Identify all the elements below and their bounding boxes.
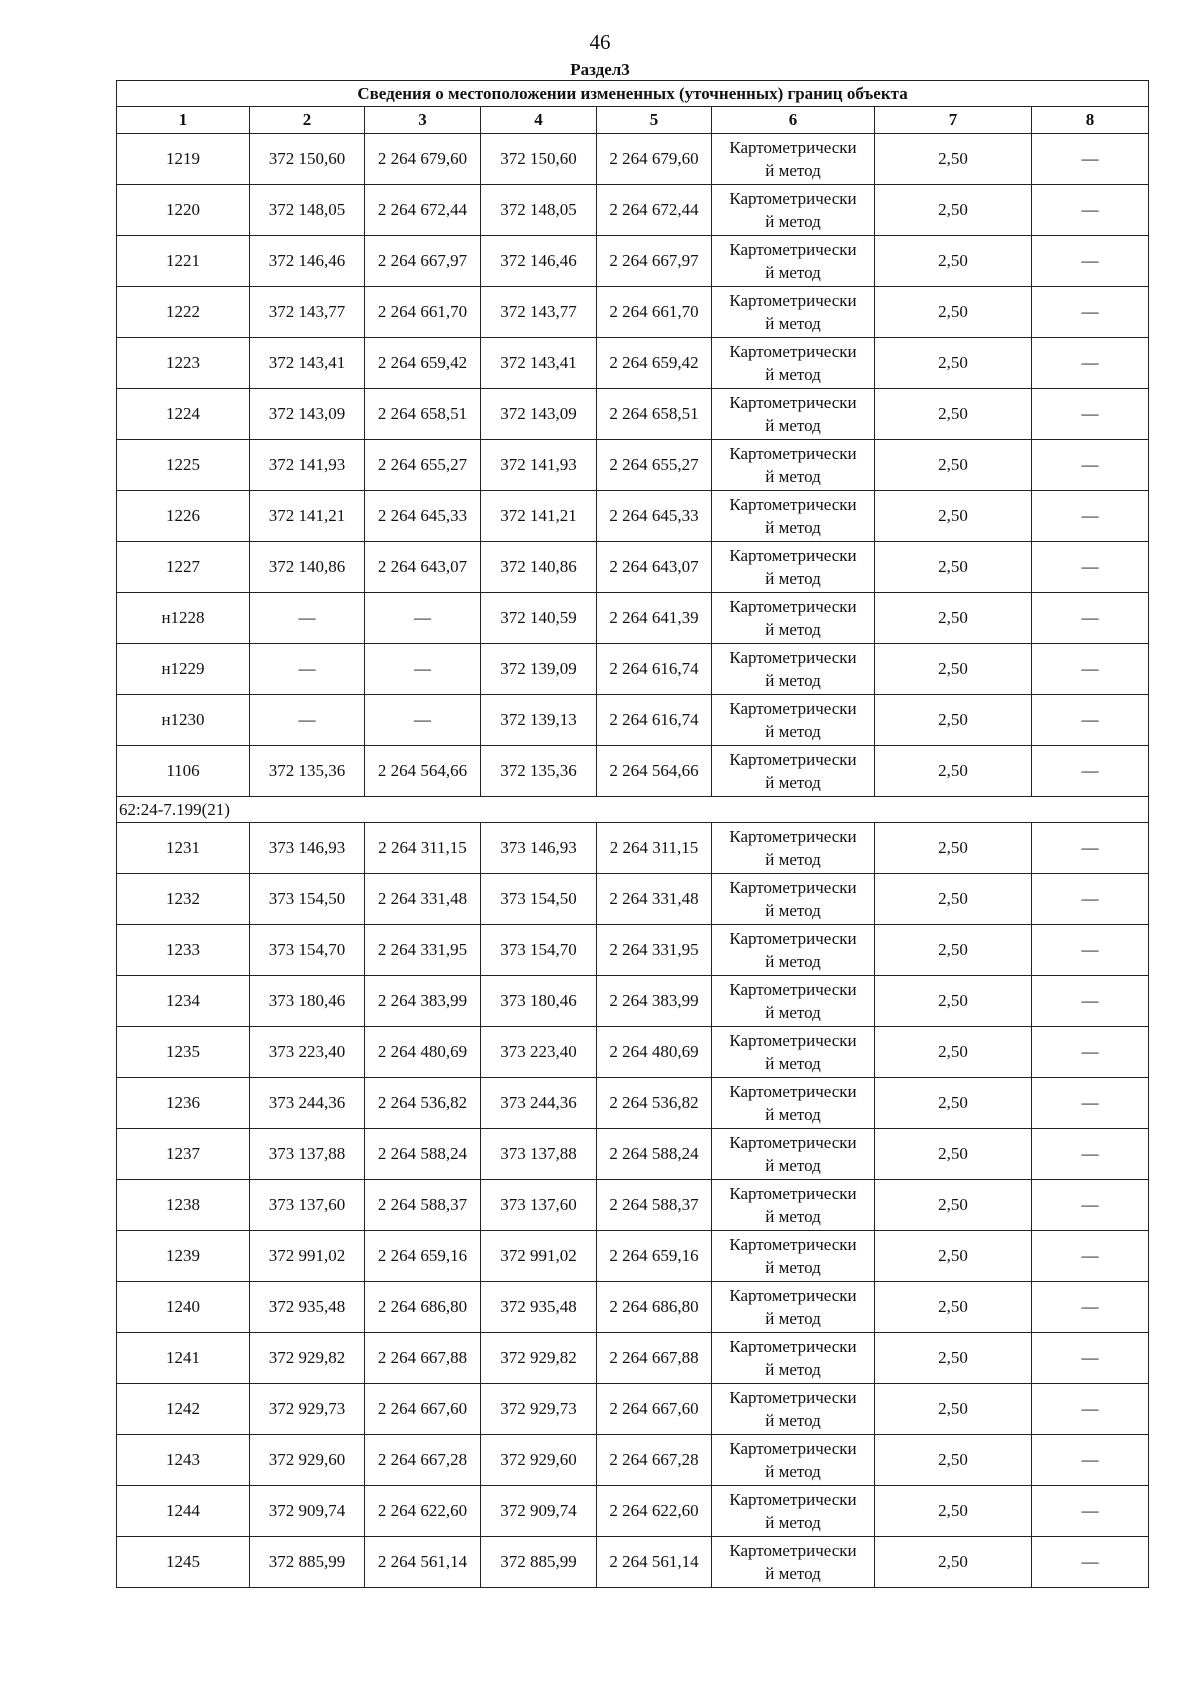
table-row bbox=[117, 593, 1149, 644]
table-cell: — bbox=[1032, 695, 1149, 746]
table-cell: 2 264 331,95 bbox=[365, 925, 481, 976]
method-cell: Картометрически й метод bbox=[712, 1078, 875, 1129]
table-cell: 2,50 bbox=[875, 1333, 1032, 1384]
method-cell: Картометрически й метод bbox=[712, 1282, 875, 1333]
table-cell: 2 264 667,28 bbox=[365, 1435, 481, 1486]
table-cell: 2,50 bbox=[875, 287, 1032, 338]
method-cell: Картометрически й метод bbox=[712, 491, 875, 542]
table-row bbox=[117, 542, 1149, 593]
table-cell: 1237 bbox=[117, 1129, 250, 1180]
table-cell: 372 143,77 bbox=[481, 287, 597, 338]
table-cell: — bbox=[1032, 287, 1149, 338]
table-cell: 2 264 659,42 bbox=[365, 338, 481, 389]
table-cell: — bbox=[365, 695, 481, 746]
method-cell: Картометрически й метод bbox=[712, 542, 875, 593]
method-cell: Картометрически й метод bbox=[712, 644, 875, 695]
table-cell: 372 991,02 bbox=[481, 1231, 597, 1282]
table-body bbox=[117, 134, 1149, 1588]
table-cell: 373 154,70 bbox=[250, 925, 365, 976]
table-row bbox=[117, 134, 1149, 185]
table-cell: 2 264 588,37 bbox=[597, 1180, 712, 1231]
table-cell: 373 223,40 bbox=[250, 1027, 365, 1078]
table-cell: 373 154,50 bbox=[481, 874, 597, 925]
table-cell: 1219 bbox=[117, 134, 250, 185]
table-cell: 2 264 383,99 bbox=[597, 976, 712, 1027]
table-cell: 373 137,60 bbox=[481, 1180, 597, 1231]
table-cell: 2 264 588,24 bbox=[365, 1129, 481, 1180]
table-cell: 373 137,60 bbox=[250, 1180, 365, 1231]
table-cell: 2,50 bbox=[875, 491, 1032, 542]
table-cell: 372 139,13 bbox=[481, 695, 597, 746]
method-cell: Картометрически й метод bbox=[712, 440, 875, 491]
table-cell: 2,50 bbox=[875, 823, 1032, 874]
table-cell: 2,50 bbox=[875, 236, 1032, 287]
table-cell: — bbox=[1032, 236, 1149, 287]
table-cell: 372 140,86 bbox=[481, 542, 597, 593]
table-cell: — bbox=[365, 593, 481, 644]
table-cell: 2,50 bbox=[875, 389, 1032, 440]
table-row bbox=[117, 1078, 1149, 1129]
table-cell: 372 929,82 bbox=[250, 1333, 365, 1384]
table-cell: 2 264 588,37 bbox=[365, 1180, 481, 1231]
table-cell: 2 264 641,39 bbox=[597, 593, 712, 644]
table-cell: 2,50 bbox=[875, 1384, 1032, 1435]
method-cell: Картометрически й метод bbox=[712, 1486, 875, 1537]
table-cell: 2,50 bbox=[875, 644, 1032, 695]
table-row bbox=[117, 1027, 1149, 1078]
method-cell: Картометрически й метод bbox=[712, 695, 875, 746]
table-cell: 372 141,93 bbox=[250, 440, 365, 491]
table-cell: 2 264 659,16 bbox=[597, 1231, 712, 1282]
table-cell: 2 264 311,15 bbox=[597, 823, 712, 874]
table-cell: — bbox=[1032, 1027, 1149, 1078]
table-cell: 2,50 bbox=[875, 1180, 1032, 1231]
table-cell: 372 139,09 bbox=[481, 644, 597, 695]
table-cell: — bbox=[365, 644, 481, 695]
table-caption: Сведения о местоположении измененных (уточненных) границ объекта bbox=[117, 81, 1149, 107]
table-cell: 1241 bbox=[117, 1333, 250, 1384]
table-cell: 373 137,88 bbox=[481, 1129, 597, 1180]
table-cell: — bbox=[1032, 644, 1149, 695]
table-cell: 2,50 bbox=[875, 593, 1032, 644]
table-cell: — bbox=[1032, 491, 1149, 542]
table-cell: 2,50 bbox=[875, 695, 1032, 746]
column-number-header: 8 bbox=[1032, 107, 1149, 134]
table-cell: 2 264 643,07 bbox=[597, 542, 712, 593]
table-cell: 2 264 622,60 bbox=[365, 1486, 481, 1537]
table-cell: 2,50 bbox=[875, 1129, 1032, 1180]
table-cell: 2 264 667,60 bbox=[365, 1384, 481, 1435]
method-cell: Картометрически й метод bbox=[712, 593, 875, 644]
table-cell: 372 141,21 bbox=[250, 491, 365, 542]
table-row bbox=[117, 491, 1149, 542]
table-row bbox=[117, 1435, 1149, 1486]
table-cell: 1234 bbox=[117, 976, 250, 1027]
page-number: 46 bbox=[589, 30, 611, 54]
table-row bbox=[117, 389, 1149, 440]
table-cell: — bbox=[1032, 1333, 1149, 1384]
table-row bbox=[117, 185, 1149, 236]
table-cell: 373 244,36 bbox=[250, 1078, 365, 1129]
table-cell: 2 264 564,66 bbox=[365, 746, 481, 797]
table-cell: 372 148,05 bbox=[481, 185, 597, 236]
table-cell: 2 264 616,74 bbox=[597, 695, 712, 746]
table-cell: 2 264 658,51 bbox=[365, 389, 481, 440]
table-cell: 372 146,46 bbox=[481, 236, 597, 287]
table-cell: 1231 bbox=[117, 823, 250, 874]
table-cell: 372 885,99 bbox=[481, 1537, 597, 1588]
table-cell: 2 264 331,95 bbox=[597, 925, 712, 976]
table-cell: 372 140,59 bbox=[481, 593, 597, 644]
table-cell: — bbox=[250, 695, 365, 746]
table-cell: — bbox=[1032, 1537, 1149, 1588]
table-cell: 373 146,93 bbox=[481, 823, 597, 874]
table-cell: 372 991,02 bbox=[250, 1231, 365, 1282]
table-cell: 372 141,21 bbox=[481, 491, 597, 542]
table-row bbox=[117, 746, 1149, 797]
table-cell: — bbox=[250, 593, 365, 644]
table-cell: 2 264 536,82 bbox=[597, 1078, 712, 1129]
table-cell: 372 150,60 bbox=[481, 134, 597, 185]
method-cell: Картометрически й метод bbox=[712, 1333, 875, 1384]
table-cell: 2 264 659,16 bbox=[365, 1231, 481, 1282]
method-cell: Картометрически й метод bbox=[712, 1435, 875, 1486]
table-cell: 2,50 bbox=[875, 925, 1032, 976]
cadastral-block-label: 62:24-7.199(21) bbox=[117, 797, 1149, 823]
method-cell: Картометрически й метод bbox=[712, 287, 875, 338]
table-cell: 2 264 622,60 bbox=[597, 1486, 712, 1537]
table-row bbox=[117, 976, 1149, 1027]
table-cell: — bbox=[1032, 185, 1149, 236]
table-cell: 2 264 561,14 bbox=[365, 1537, 481, 1588]
table-cell: — bbox=[1032, 134, 1149, 185]
column-number-header: 7 bbox=[875, 107, 1032, 134]
table-row bbox=[117, 1282, 1149, 1333]
table-cell: 373 180,46 bbox=[250, 976, 365, 1027]
table-cell: 372 935,48 bbox=[250, 1282, 365, 1333]
table-cell: 372 909,74 bbox=[250, 1486, 365, 1537]
table-cell: 2,50 bbox=[875, 874, 1032, 925]
table-cell: 372 935,48 bbox=[481, 1282, 597, 1333]
table-row bbox=[117, 338, 1149, 389]
table-cell: 373 244,36 bbox=[481, 1078, 597, 1129]
table-cell: 372 143,41 bbox=[250, 338, 365, 389]
table-cell: 372 143,09 bbox=[481, 389, 597, 440]
table-cell: 372 929,73 bbox=[481, 1384, 597, 1435]
table-cell: 372 909,74 bbox=[481, 1486, 597, 1537]
column-number-header: 2 bbox=[250, 107, 365, 134]
table-cell: н1228 bbox=[117, 593, 250, 644]
table-cell: — bbox=[1032, 746, 1149, 797]
table-row bbox=[117, 1231, 1149, 1282]
table-cell: 372 885,99 bbox=[250, 1537, 365, 1588]
table-cell: — bbox=[1032, 542, 1149, 593]
table-cell: 372 140,86 bbox=[250, 542, 365, 593]
table-cell: — bbox=[1032, 338, 1149, 389]
table-cell: 2,50 bbox=[875, 338, 1032, 389]
table-row bbox=[117, 695, 1149, 746]
table-cell: 372 929,60 bbox=[481, 1435, 597, 1486]
table-cell: 1226 bbox=[117, 491, 250, 542]
table-cell: 1222 bbox=[117, 287, 250, 338]
group-header-row bbox=[117, 797, 1149, 823]
column-number-header: 3 bbox=[365, 107, 481, 134]
table-cell: 2 264 480,69 bbox=[597, 1027, 712, 1078]
method-cell: Картометрически й метод bbox=[712, 1384, 875, 1435]
table-cell: 2 264 686,80 bbox=[365, 1282, 481, 1333]
table-row bbox=[117, 644, 1149, 695]
method-cell: Картометрически й метод bbox=[712, 874, 875, 925]
table-cell: 2,50 bbox=[875, 1282, 1032, 1333]
table-cell: 2 264 645,33 bbox=[597, 491, 712, 542]
table-cell: 372 150,60 bbox=[250, 134, 365, 185]
table-cell: 2 264 658,51 bbox=[597, 389, 712, 440]
table-cell: 373 154,50 bbox=[250, 874, 365, 925]
table-cell: 372 146,46 bbox=[250, 236, 365, 287]
table-row bbox=[117, 287, 1149, 338]
table-cell: 2 264 667,88 bbox=[597, 1333, 712, 1384]
table-cell: 2 264 672,44 bbox=[597, 185, 712, 236]
table-cell: 2,50 bbox=[875, 440, 1032, 491]
table-cell: 1242 bbox=[117, 1384, 250, 1435]
table-cell: 1240 bbox=[117, 1282, 250, 1333]
column-number-header: 6 bbox=[712, 107, 875, 134]
table-row bbox=[117, 440, 1149, 491]
table-cell: 1243 bbox=[117, 1435, 250, 1486]
table-cell: 1244 bbox=[117, 1486, 250, 1537]
method-cell: Картометрически й метод bbox=[712, 1537, 875, 1588]
table-row bbox=[117, 874, 1149, 925]
table-cell: 2,50 bbox=[875, 1231, 1032, 1282]
table-cell: 2,50 bbox=[875, 976, 1032, 1027]
table-cell: — bbox=[1032, 874, 1149, 925]
table-cell: 372 135,36 bbox=[250, 746, 365, 797]
table-cell: 2 264 661,70 bbox=[365, 287, 481, 338]
table-cell: 2 264 655,27 bbox=[365, 440, 481, 491]
table-row bbox=[117, 1129, 1149, 1180]
table-cell: 2,50 bbox=[875, 542, 1032, 593]
table-cell: 2 264 331,48 bbox=[365, 874, 481, 925]
table-row bbox=[117, 1180, 1149, 1231]
table-cell: 2,50 bbox=[875, 134, 1032, 185]
table-cell: 1223 bbox=[117, 338, 250, 389]
table-cell: 1221 bbox=[117, 236, 250, 287]
table-cell: 1245 bbox=[117, 1537, 250, 1588]
table-cell: — bbox=[1032, 1435, 1149, 1486]
table-cell: 1235 bbox=[117, 1027, 250, 1078]
table-cell: 2 264 561,14 bbox=[597, 1537, 712, 1588]
table-cell: 372 929,60 bbox=[250, 1435, 365, 1486]
table-cell: 1233 bbox=[117, 925, 250, 976]
method-cell: Картометрически й метод bbox=[712, 134, 875, 185]
table-cell: 372 143,41 bbox=[481, 338, 597, 389]
table-cell: 372 148,05 bbox=[250, 185, 365, 236]
table-cell: — bbox=[1032, 925, 1149, 976]
table-row bbox=[117, 823, 1149, 874]
method-cell: Картометрически й метод bbox=[712, 185, 875, 236]
table-cell: 2 264 667,97 bbox=[365, 236, 481, 287]
table-cell: 372 929,73 bbox=[250, 1384, 365, 1435]
table-cell: 2 264 331,48 bbox=[597, 874, 712, 925]
table-cell: 2,50 bbox=[875, 1537, 1032, 1588]
method-cell: Картометрически й метод bbox=[712, 338, 875, 389]
table-cell: 1238 bbox=[117, 1180, 250, 1231]
section-title: Раздел3 bbox=[570, 60, 630, 79]
table-row bbox=[117, 236, 1149, 287]
method-cell: Картометрически й метод bbox=[712, 976, 875, 1027]
table-cell: — bbox=[1032, 593, 1149, 644]
table-cell: 2 264 672,44 bbox=[365, 185, 481, 236]
table-cell: 372 135,36 bbox=[481, 746, 597, 797]
table-cell: — bbox=[250, 644, 365, 695]
method-cell: Картометрически й метод bbox=[712, 1180, 875, 1231]
table-cell: 2 264 655,27 bbox=[597, 440, 712, 491]
table-cell: 2 264 480,69 bbox=[365, 1027, 481, 1078]
column-number-row bbox=[117, 107, 1149, 134]
table-cell: 373 137,88 bbox=[250, 1129, 365, 1180]
table-cell: 372 143,77 bbox=[250, 287, 365, 338]
table-cell: 2 264 667,97 bbox=[597, 236, 712, 287]
table-cell: 2,50 bbox=[875, 185, 1032, 236]
table-cell: 2 264 667,28 bbox=[597, 1435, 712, 1486]
method-cell: Картометрически й метод bbox=[712, 746, 875, 797]
table-cell: 2 264 667,88 bbox=[365, 1333, 481, 1384]
table-cell: 2 264 564,66 bbox=[597, 746, 712, 797]
table-cell: — bbox=[1032, 1129, 1149, 1180]
table-cell: — bbox=[1032, 1180, 1149, 1231]
table-cell: 2 264 588,24 bbox=[597, 1129, 712, 1180]
table-cell: 372 141,93 bbox=[481, 440, 597, 491]
table-cell: — bbox=[1032, 976, 1149, 1027]
table-cell: 373 223,40 bbox=[481, 1027, 597, 1078]
table-cell: 2 264 667,60 bbox=[597, 1384, 712, 1435]
method-cell: Картометрически й метод bbox=[712, 389, 875, 440]
method-cell: Картометрически й метод bbox=[712, 1231, 875, 1282]
table-cell: — bbox=[1032, 1078, 1149, 1129]
method-cell: Картометрически й метод bbox=[712, 236, 875, 287]
table-cell: н1230 bbox=[117, 695, 250, 746]
table-cell: 373 180,46 bbox=[481, 976, 597, 1027]
table-cell: н1229 bbox=[117, 644, 250, 695]
table-cell: 1225 bbox=[117, 440, 250, 491]
table-cell: 372 929,82 bbox=[481, 1333, 597, 1384]
table-cell: 2 264 661,70 bbox=[597, 287, 712, 338]
table-row bbox=[117, 1486, 1149, 1537]
table-row bbox=[117, 925, 1149, 976]
column-number-header: 1 bbox=[117, 107, 250, 134]
table-cell: 2 264 643,07 bbox=[365, 542, 481, 593]
table-cell: 373 146,93 bbox=[250, 823, 365, 874]
table-cell: 2 264 659,42 bbox=[597, 338, 712, 389]
table-cell: 2,50 bbox=[875, 1486, 1032, 1537]
table-cell: 1227 bbox=[117, 542, 250, 593]
table-row bbox=[117, 1333, 1149, 1384]
table-cell: — bbox=[1032, 1486, 1149, 1537]
table-cell: — bbox=[1032, 389, 1149, 440]
table-cell: 1220 bbox=[117, 185, 250, 236]
table-cell: 373 154,70 bbox=[481, 925, 597, 976]
table-cell: 2,50 bbox=[875, 1078, 1032, 1129]
table-cell: 1106 bbox=[117, 746, 250, 797]
table-cell: 2,50 bbox=[875, 1027, 1032, 1078]
table-cell: — bbox=[1032, 823, 1149, 874]
table-cell: 2 264 679,60 bbox=[597, 134, 712, 185]
boundary-coordinates-table bbox=[116, 80, 1149, 1588]
table-cell: 2 264 383,99 bbox=[365, 976, 481, 1027]
table-cell: 1236 bbox=[117, 1078, 250, 1129]
table-cell: 2 264 686,80 bbox=[597, 1282, 712, 1333]
table-cell: — bbox=[1032, 1384, 1149, 1435]
table-row bbox=[117, 1537, 1149, 1588]
table-cell: 2,50 bbox=[875, 1435, 1032, 1486]
table-cell: 2 264 645,33 bbox=[365, 491, 481, 542]
column-number-header: 5 bbox=[597, 107, 712, 134]
table-cell: 372 143,09 bbox=[250, 389, 365, 440]
table-cell: 2 264 616,74 bbox=[597, 644, 712, 695]
method-cell: Картометрически й метод bbox=[712, 823, 875, 874]
table-cell: 1239 bbox=[117, 1231, 250, 1282]
table-cell: — bbox=[1032, 1282, 1149, 1333]
method-cell: Картометрически й метод bbox=[712, 925, 875, 976]
method-cell: Картометрически й метод bbox=[712, 1129, 875, 1180]
table-row bbox=[117, 1384, 1149, 1435]
table-cell: 2,50 bbox=[875, 746, 1032, 797]
table-cell: 1232 bbox=[117, 874, 250, 925]
table-cell: 2 264 311,15 bbox=[365, 823, 481, 874]
table-cell: — bbox=[1032, 440, 1149, 491]
method-cell: Картометрически й метод bbox=[712, 1027, 875, 1078]
column-number-header: 4 bbox=[481, 107, 597, 134]
table-cell: 2 264 679,60 bbox=[365, 134, 481, 185]
table-cell: 1224 bbox=[117, 389, 250, 440]
table-cell: 2 264 536,82 bbox=[365, 1078, 481, 1129]
table-cell: — bbox=[1032, 1231, 1149, 1282]
